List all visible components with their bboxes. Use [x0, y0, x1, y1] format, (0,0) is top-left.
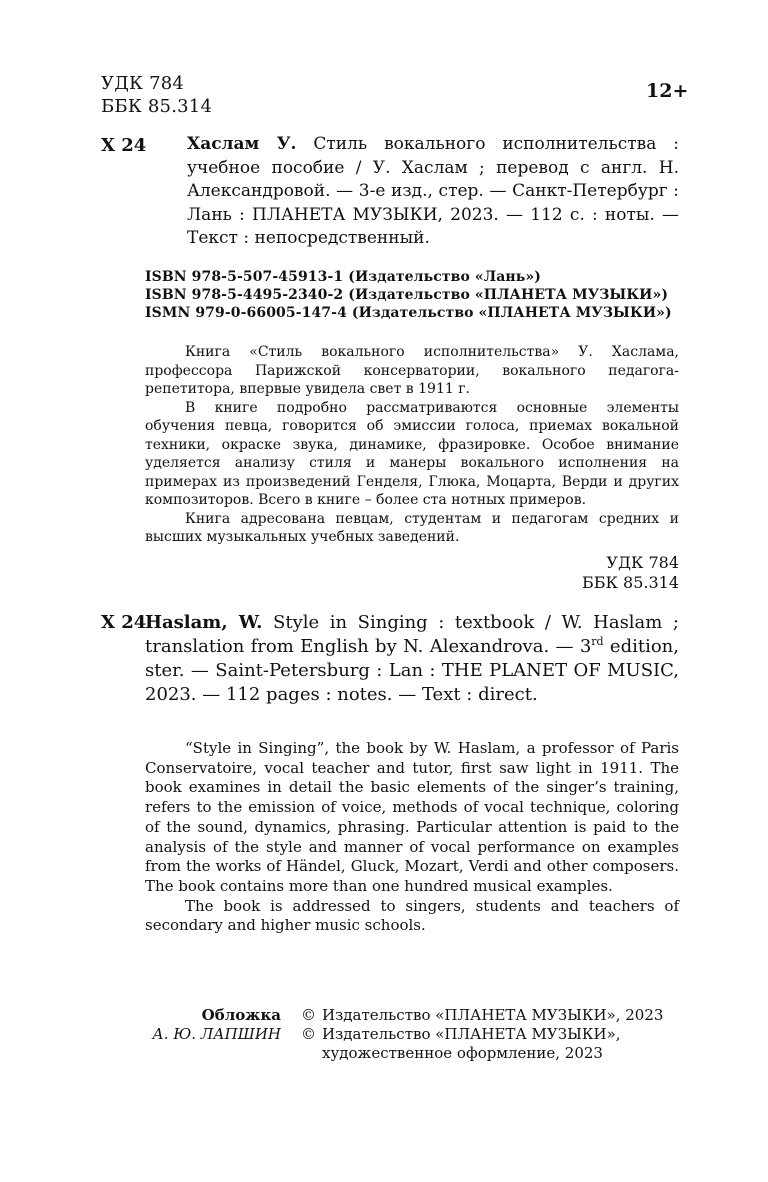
classification-header [101, 72, 212, 118]
isbn-lan: ISBN 978-5-507-45913-1 (Издательство «Лань») [145, 269, 541, 285]
cover-label: Обложка [201, 1006, 281, 1024]
udk-code-footer: УДК 784 [606, 553, 679, 572]
age-rating: 12+ [646, 80, 689, 102]
bibliographic-record-ru [187, 133, 679, 251]
annotation-en-paragraph: The book is addressed to singers, students and teachers of secondary and higher music schools. [145, 896, 679, 935]
author-en: Haslam, W. [145, 612, 263, 633]
author-mark-en: Х 24 [101, 612, 147, 633]
author-ru: Хаслам У. [187, 134, 297, 154]
copyright-text: Издательство «ПЛАНЕТА МУЗЫКИ», [322, 1025, 621, 1043]
annotation-ru-paragraph: В книге подробно рассматриваются основные элементы обучения певца, говорится об эмиссии голоса, приемах вокальной техники, окраске звука, динамике, фразировке. Особое внимание уделяется анализу стиля и манеры вокального исполнения на примерах из произведений Генделя, Глюка, Моцарта, Верди и других композиторов. Всего в книге – более ста нотных примеров. [145, 399, 679, 508]
annotation-en-paragraph: “Style in Singing”, the book by W. Haslam, a professor of Paris Conservatoire, vocal teacher and tutor, first saw light in 1911. The book examines in detail the basic elements of the singer’s training, refers to the emission of voice, methods of vocal technique, coloring of the sound, dynamics, phrasing. Particular attention is paid to the analysis of the style and manner of vocal performance on examples from the works of Händel, Gluck, Mozart, Verdi and other composers. The book contains more than one hundred musical examples. [145, 739, 679, 895]
copyright-line [301, 1025, 663, 1044]
author-mark-ru: Х 24 [101, 135, 147, 156]
cover-credit [100, 1006, 281, 1044]
record-body-en-rest: edition, ster. — Saint-Petersburg : Lan : THE PLANET OF MUSIC, 2023. — 112 pages : notes. — Text : direct. [145, 636, 679, 705]
record-body-ru: Стиль вокального исполнительства : учебное пособие / У. Хаслам ; перевод с англ. Н. Александровой. — 3-е изд., стер. — Санкт-Петербург : Лань : ПЛАНЕТА МУЗЫКИ, 2023. — 112 с. : ноты. — Текст : непосредственный. [187, 134, 680, 248]
udk-code: УДК 784 [101, 73, 185, 94]
bbk-code-footer: ББК 85.314 [582, 573, 679, 592]
copyright-block [301, 1006, 663, 1063]
annotation-ru-paragraph: Книга «Стиль вокального исполнительства» У. Хаслама, профессора Парижской консерватории, вокального педагога-репетитора, впервые увидела свет в 1911 г. [145, 344, 679, 397]
bbk-code: ББК 85.314 [101, 96, 213, 117]
classification-footer [582, 553, 679, 593]
identifier-list [145, 268, 672, 322]
edition-superscript: rd [591, 635, 604, 648]
annotation-ru [145, 343, 679, 547]
record-body-en: Style in Singing : textbook / W. Haslam ; translation from English by N. Alexandrova. — 3 [145, 612, 679, 657]
annotation-ru-paragraph: Книга адресована певцам, студентам и педагогам средних и высших музыкальных учебных заведений. [145, 510, 679, 545]
ismn-planet: ISMN 979-0-66005-147-4 (Издательство «ПЛАНЕТА МУЗЫКИ») [145, 305, 672, 321]
copyright-text: Издательство «ПЛАНЕТА МУЗЫКИ», 2023 [322, 1006, 664, 1024]
isbn-planet: ISBN 978-5-4495-2340-2 (Издательство «ПЛАНЕТА МУЗЫКИ») [145, 287, 669, 303]
copyright-symbol: © [301, 1025, 316, 1043]
copyright-symbol: © [301, 1006, 316, 1024]
copyright-line [301, 1006, 663, 1025]
bibliographic-record-en [145, 611, 679, 707]
annotation-en [145, 739, 679, 936]
copyright-text-continued: художественное оформление, 2023 [322, 1044, 603, 1062]
cover-artist: А. Ю. ЛАПШИН [152, 1025, 281, 1043]
